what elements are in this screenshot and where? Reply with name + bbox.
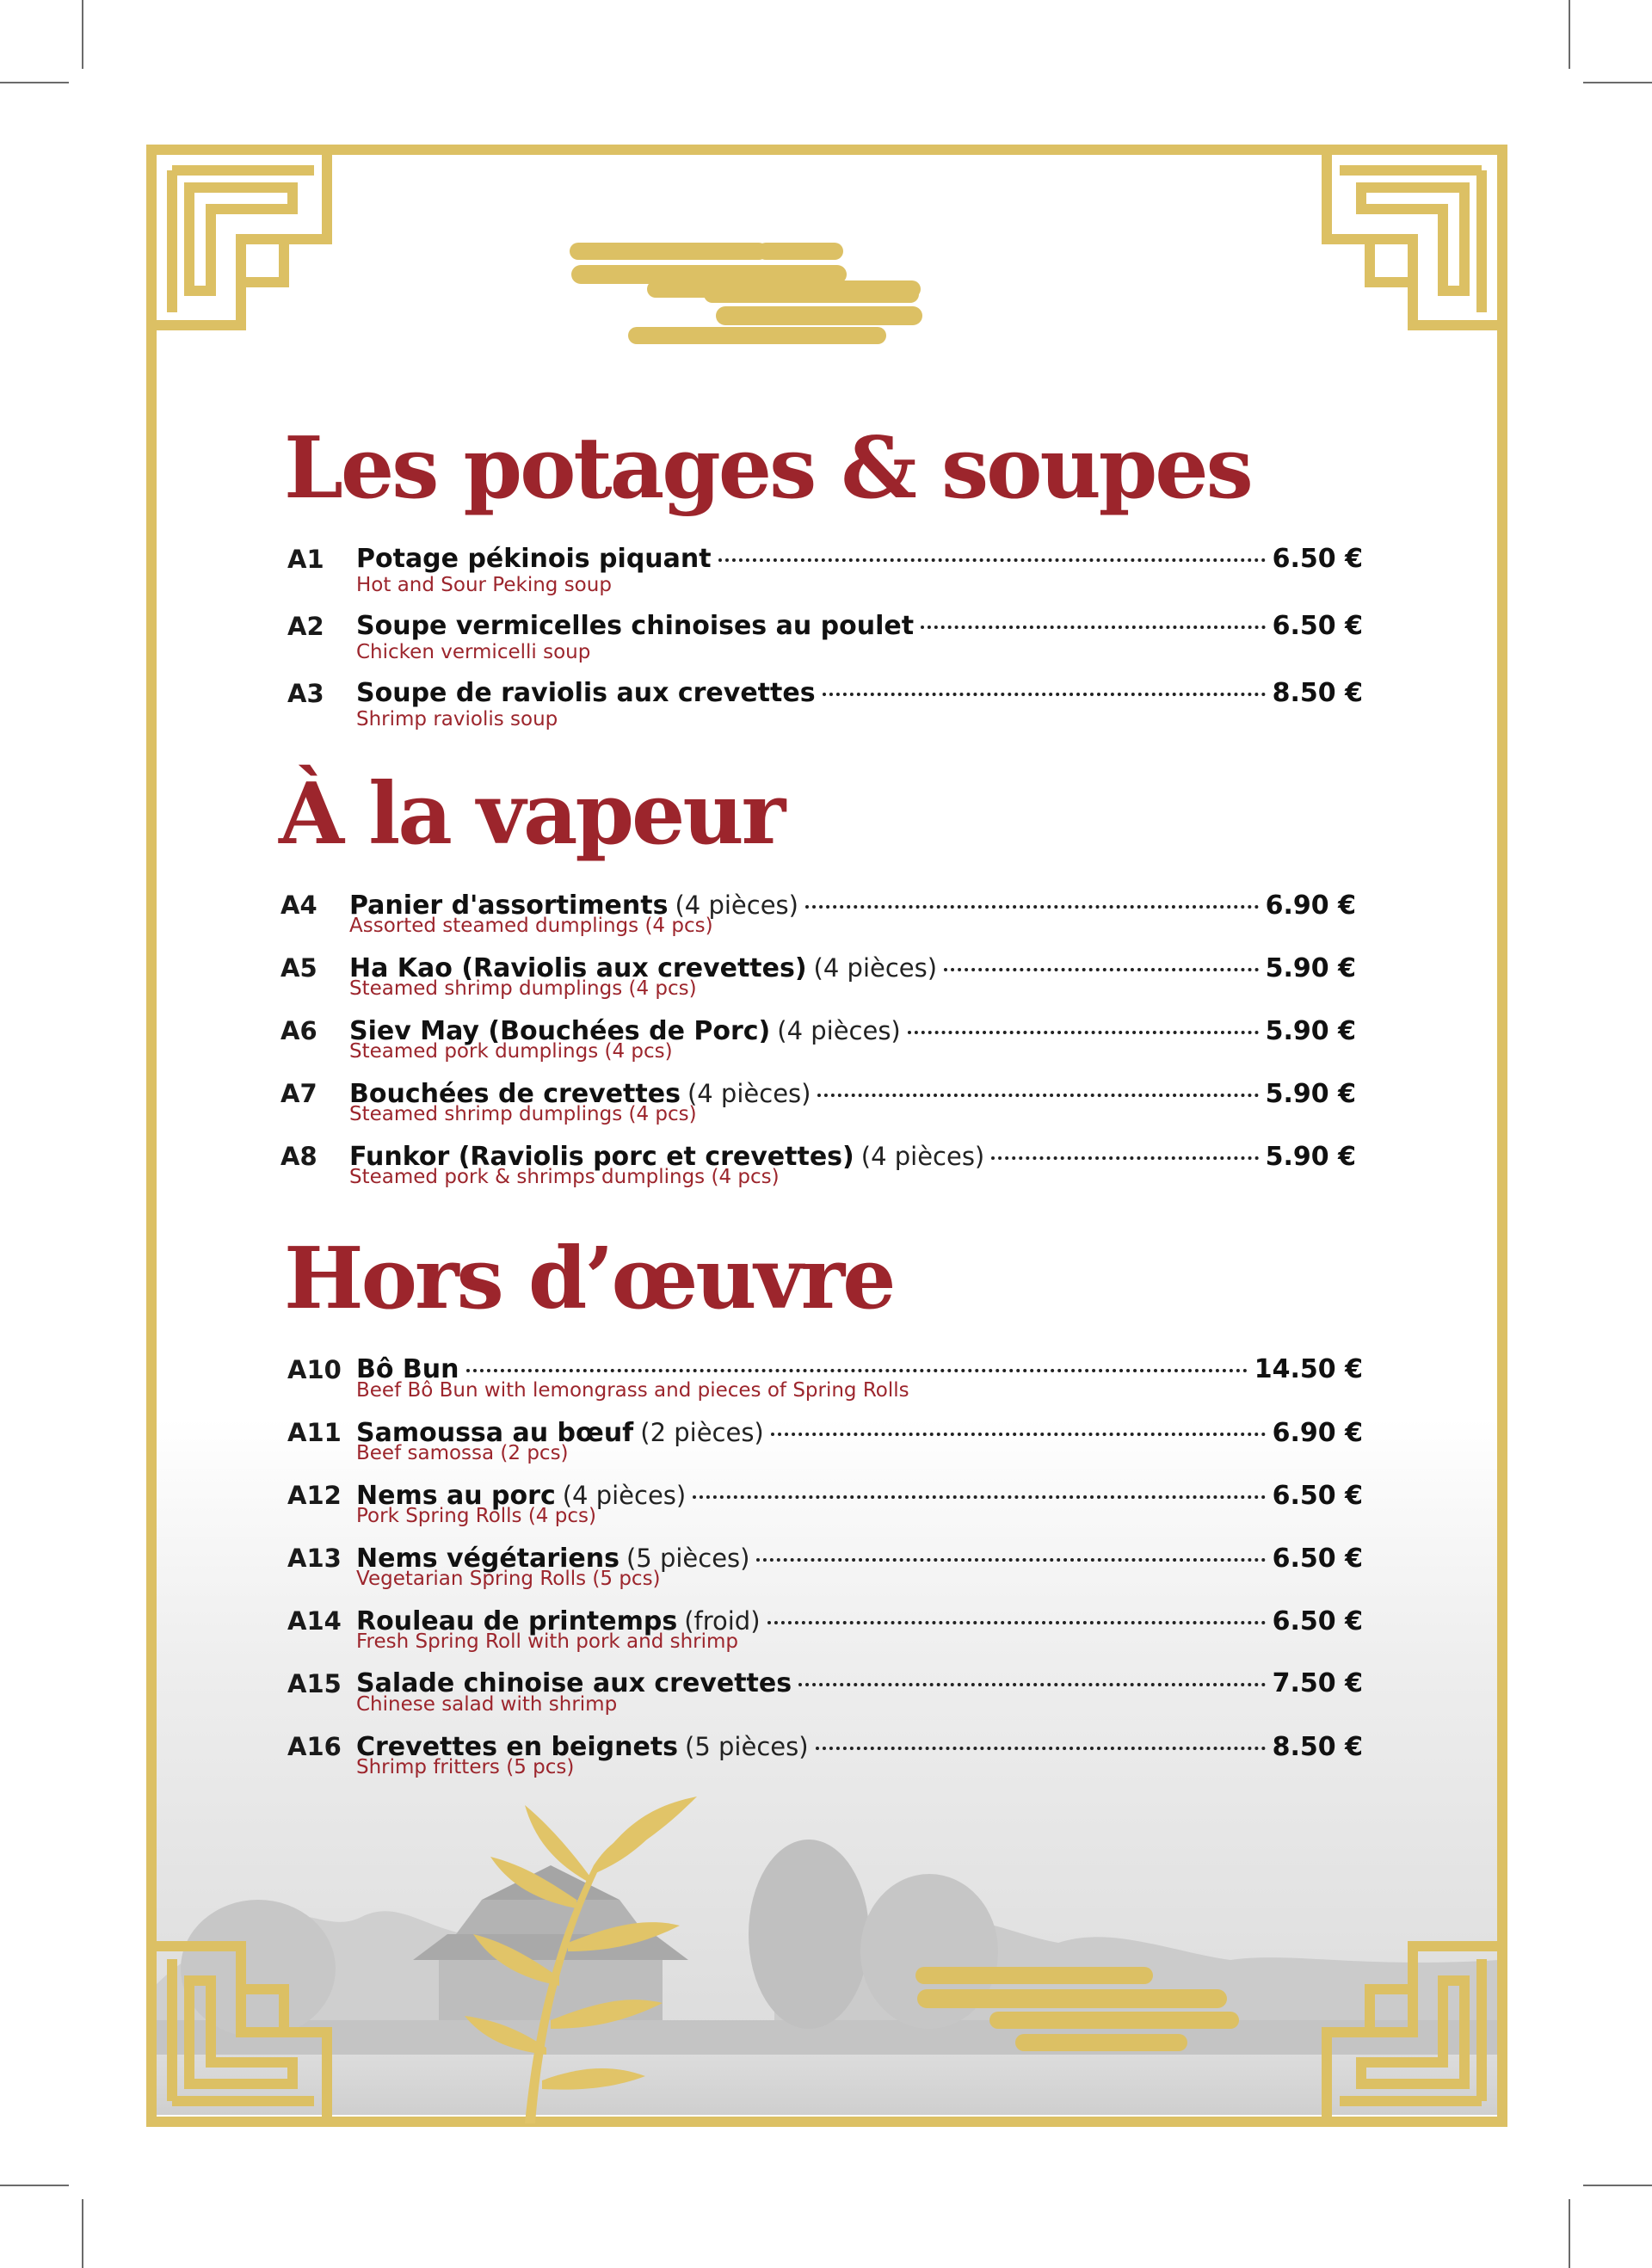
crop-mark <box>82 2199 83 2268</box>
crop-mark <box>1583 82 1652 83</box>
item-quantity: (4 pièces) <box>813 953 938 983</box>
item-code: A4 <box>280 891 317 920</box>
item-name: Funkor (Raviolis porc et crevettes) <box>349 1142 854 1172</box>
menu-item <box>280 952 1356 1014</box>
item-code: A15 <box>287 1669 342 1698</box>
dot-leader <box>767 1621 1266 1624</box>
dot-leader <box>756 1558 1265 1562</box>
menu-item <box>287 1543 1363 1605</box>
menu-item <box>287 1668 1363 1730</box>
item-description: Fresh Spring Roll with pork and shrimp <box>356 1630 739 1653</box>
crop-mark <box>1569 2199 1570 2268</box>
item-name: Bouchées de crevettes <box>349 1079 681 1109</box>
section-title: Les potages & soupes <box>284 419 1251 518</box>
item-description: Chinese salad with shrimp <box>356 1693 618 1716</box>
menu-item <box>280 1078 1356 1140</box>
item-code: A1 <box>287 545 324 574</box>
item-description: Vegetarian Spring Rolls (5 pcs) <box>356 1568 661 1590</box>
crop-mark <box>1569 0 1570 69</box>
item-description: Steamed shrimp dumplings (4 pcs) <box>349 1103 697 1125</box>
item-code: A6 <box>280 1016 317 1045</box>
item-price: 5.90 € <box>1265 1142 1356 1172</box>
item-description: Chicken vermicelli soup <box>356 641 591 663</box>
item-description: Beef samossa (2 pcs) <box>356 1442 569 1464</box>
menu-item <box>287 544 1363 606</box>
item-name: Salade chinoise aux crevettes <box>356 1668 792 1698</box>
cloud-ornament-icon <box>915 1967 1239 2051</box>
menu-item <box>287 1605 1363 1667</box>
cloud-ornament-icon <box>570 243 922 344</box>
menu-item <box>280 1015 1356 1077</box>
dot-leader <box>816 1747 1266 1750</box>
item-code: A11 <box>287 1418 342 1447</box>
dot-leader <box>817 1094 1258 1097</box>
chinese-corner-ornament-icon <box>151 150 327 325</box>
dot-leader <box>805 905 1259 909</box>
item-code: A8 <box>280 1142 317 1171</box>
item-price: 8.50 € <box>1272 678 1363 708</box>
item-code: A5 <box>280 953 317 983</box>
dot-leader <box>771 1433 1266 1436</box>
item-name: Nems végétariens <box>356 1544 620 1574</box>
dot-leader <box>908 1031 1259 1034</box>
item-description: Beef Bô Bun with lemongrass and pieces of Spring Rolls <box>356 1379 909 1402</box>
item-price: 5.90 € <box>1265 953 1356 983</box>
item-price: 8.50 € <box>1272 1732 1363 1762</box>
item-quantity: (2 pièces) <box>640 1418 764 1447</box>
item-name: Samoussa au bœuf <box>356 1418 634 1448</box>
item-code: A3 <box>287 679 324 708</box>
menu-frame <box>146 145 1507 2127</box>
item-price: 6.50 € <box>1272 1544 1363 1574</box>
item-price: 6.50 € <box>1272 544 1363 574</box>
menu-item <box>287 1354 1363 1416</box>
item-quantity: (5 pièces) <box>685 1732 809 1761</box>
item-price: 6.50 € <box>1272 1606 1363 1636</box>
item-description: Steamed pork dumplings (4 pcs) <box>349 1040 673 1063</box>
item-code: A2 <box>287 612 324 641</box>
bamboo-leaves-icon <box>465 1797 697 2123</box>
crop-mark <box>0 82 69 83</box>
dot-leader <box>693 1495 1265 1499</box>
section-title: Hors d’œuvre <box>284 1230 894 1328</box>
item-description: Shrimp fritters (5 pcs) <box>356 1756 575 1778</box>
item-quantity: (4 pièces) <box>562 1481 687 1510</box>
item-quantity: (4 pièces) <box>860 1142 985 1171</box>
item-name: Nems au porc <box>356 1481 556 1511</box>
item-description: Assorted steamed dumplings (4 pcs) <box>349 915 713 937</box>
item-description: Steamed pork & shrimps dumplings (4 pcs) <box>349 1166 780 1188</box>
crop-mark <box>1583 2185 1652 2186</box>
item-name: Crevettes en beignets <box>356 1732 679 1762</box>
crop-mark <box>82 0 83 69</box>
item-name: Siev May (Bouchées de Porc) <box>349 1016 771 1046</box>
item-name: Soupe de raviolis aux crevettes <box>356 678 816 708</box>
item-quantity: (froid) <box>684 1606 761 1636</box>
dot-leader <box>718 558 1266 562</box>
item-code: A10 <box>287 1355 342 1384</box>
item-price: 6.50 € <box>1272 1481 1363 1511</box>
item-price: 6.50 € <box>1272 611 1363 641</box>
item-name: Soupe vermicelles chinoises au poulet <box>356 611 915 641</box>
dot-leader <box>823 693 1266 696</box>
item-description: Pork Spring Rolls (4 pcs) <box>356 1505 596 1527</box>
item-quantity: (4 pièces) <box>675 891 798 920</box>
menu-item <box>287 611 1363 673</box>
item-code: A16 <box>287 1732 342 1761</box>
dot-leader <box>991 1156 1258 1160</box>
dot-leader <box>798 1683 1266 1686</box>
section-title: À la vapeur <box>279 765 784 864</box>
item-name: Potage pékinois piquant <box>356 544 712 574</box>
item-description: Shrimp raviolis soup <box>356 708 558 730</box>
item-price: 6.90 € <box>1272 1418 1363 1448</box>
dot-leader <box>944 968 1259 971</box>
item-quantity: (5 pièces) <box>626 1544 750 1573</box>
item-price: 5.90 € <box>1265 1079 1356 1109</box>
item-description: Hot and Sour Peking soup <box>356 574 612 596</box>
menu-item <box>287 1417 1363 1479</box>
item-name: Ha Kao (Raviolis aux crevettes) <box>349 953 807 983</box>
item-name: Panier d'assortiments <box>349 891 669 921</box>
item-price: 6.90 € <box>1265 891 1356 921</box>
dot-leader <box>921 626 1266 629</box>
item-name: Rouleau de printemps <box>356 1606 678 1636</box>
menu-item <box>287 1480 1363 1542</box>
item-code: A14 <box>287 1606 342 1636</box>
item-code: A12 <box>287 1481 342 1510</box>
item-description: Steamed shrimp dumplings (4 pcs) <box>349 977 697 1000</box>
menu-item <box>280 890 1356 952</box>
item-code: A13 <box>287 1544 342 1573</box>
item-name: Bô Bun <box>356 1354 459 1384</box>
menu-item <box>280 1141 1356 1203</box>
item-quantity: (4 pièces) <box>687 1079 811 1108</box>
menu-item <box>287 1731 1363 1793</box>
item-code: A7 <box>280 1079 317 1108</box>
dot-leader <box>466 1369 1248 1372</box>
item-price: 5.90 € <box>1265 1016 1356 1046</box>
item-price: 7.50 € <box>1272 1668 1363 1698</box>
menu-item <box>287 678 1363 740</box>
item-price: 14.50 € <box>1254 1354 1363 1384</box>
item-quantity: (4 pièces) <box>777 1016 901 1045</box>
crop-mark <box>0 2185 69 2186</box>
